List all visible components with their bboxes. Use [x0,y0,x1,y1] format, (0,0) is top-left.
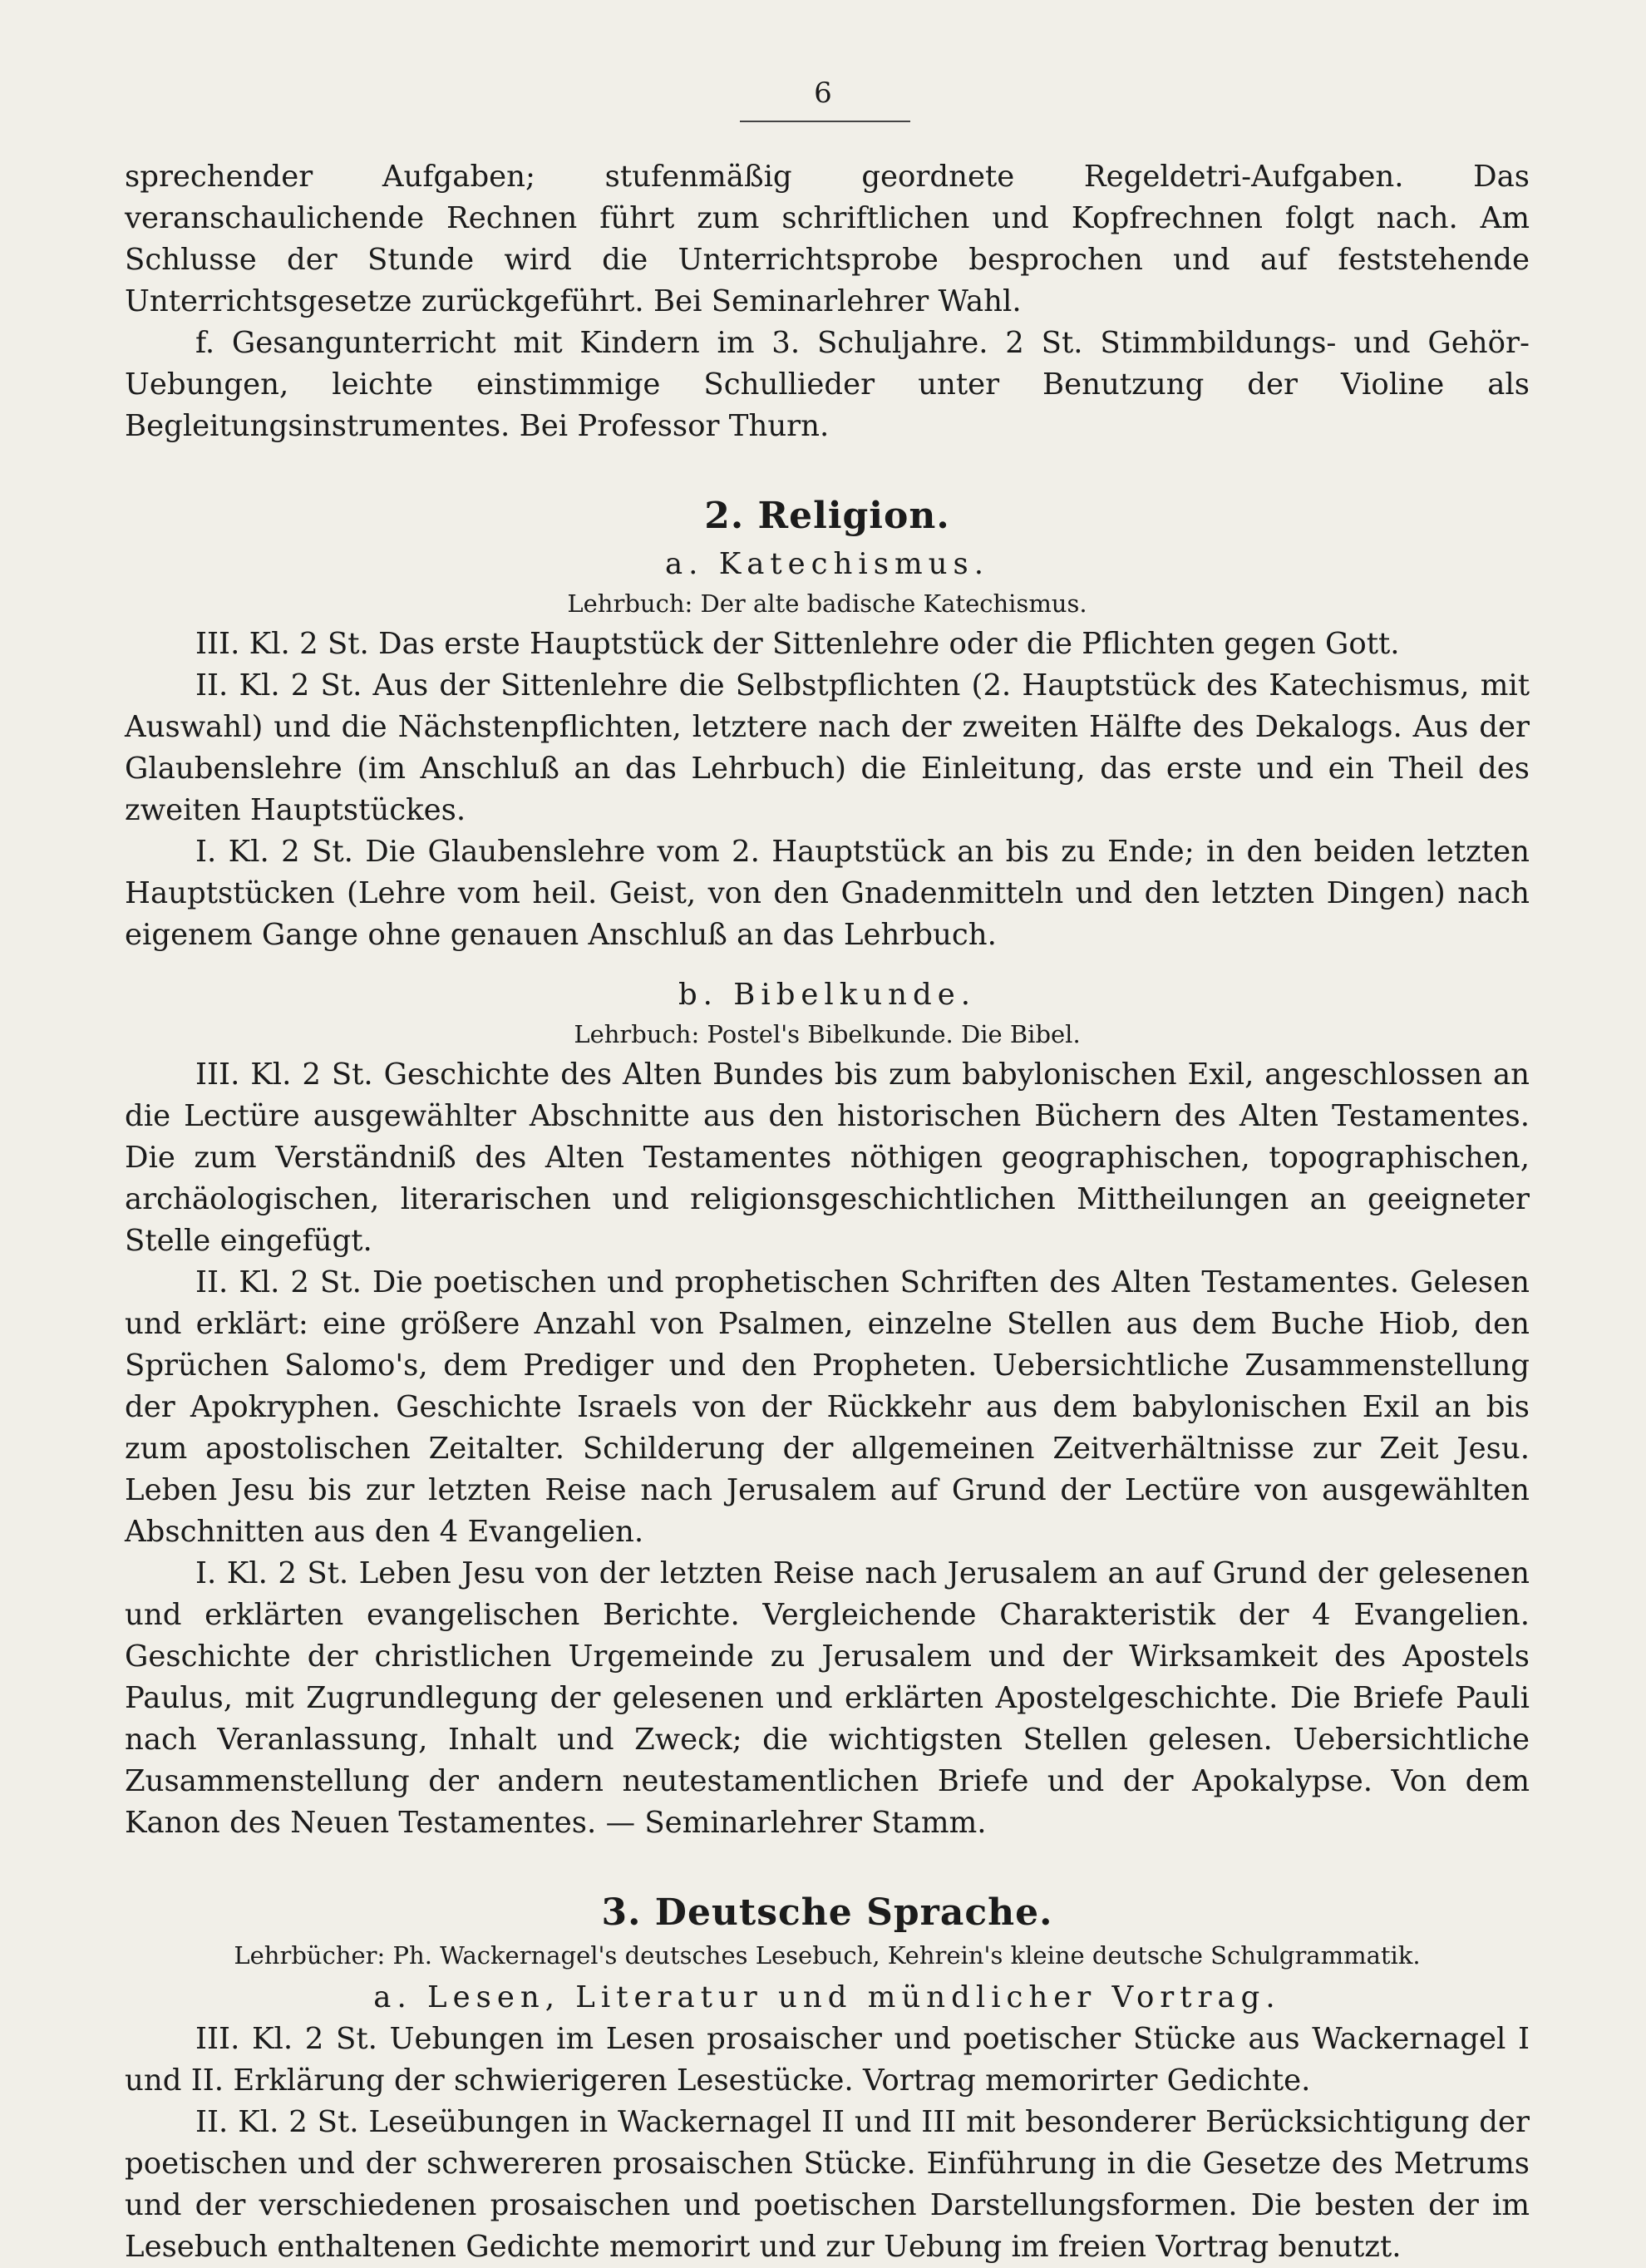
katechismus-heading: a. Katechismus. [664,547,990,581]
lesen-heading: a. Lesen, Literatur und mündlicher Vortrag. [373,1980,1281,2014]
page-body [125,156,1530,2268]
deutsch-heading: 3. Deutsche Sprache. [601,1891,1053,1934]
religion-heading: 2. Religion. [704,495,950,537]
bibelkunde-textbook: Lehrbuch: Postel's Bibelkunde. Die Bibel. [574,1020,1081,1048]
bibelkunde-class-1: I. Kl. 2 St. Leben Jesu von der letzten Reise nach Jerusalem an auf Grund der gelesenen und erklärten evangelischen Berichte. Vergleichende Charakteristik der 4 Evangelien. Geschichte der christlichen Urgemeinde zu Jerusalem und der Wirksamkeit des Apostels Paulus, mit Zugrundlegung der gelesenen und erklärten Apostelgeschichte. Die Briefe Pauli nach Veranlassung, Inhalt und Zweck; die wichtigsten Stellen gelesen. Uebersichtliche Zusammenstellung der andern neutestamentlichen Briefe und der Apokalypse. Von dem Kanon des Neuen Testamentes. — Seminarlehrer Stamm. [125,1556,1530,1840]
deutsch-textbooks: Lehrbücher: Ph. Wackernagel's deutsches Lesebuch, Kehrein's kleine deutsche Schulgrammatik. [234,1941,1421,1970]
bibelkunde-class-2: II. Kl. 2 St. Die poetischen und prophetischen Schriften des Alten Testamentes. Gelesen und erklärt: eine größere Anzahl von Psalmen, einzelne Stellen aus dem Buche Hiob, den Sprüchen Salomo's, dem Prediger und den Propheten. Uebersichtliche Zusammenstellung der Apokryphen. Geschichte Israels von der Rückkehr aus dem babylonischen Exil an bis zum apostolischen Zeitalter. Schilderung der allgemeinen Zeitverhältnisse zur Zeit Jesu. Leben Jesu bis zur letzten Reise nach Jerusalem auf Grund der Lectüre von ausgewählten Abschnitten aus den 4 Evangelien. [125,1265,1530,1549]
katechismus-class-2: II. Kl. 2 St. Aus der Sittenlehre die Selbstpflichten (2. Hauptstück des Katechismus, mit Auswahl) und die Nächstenpflichten, letztere nach der zweiten Hälfte des Dekalogs. Aus der Glaubenslehre (im Anschluß an das Lehrbuch) die Einleitung, das erste und ein Theil des zweiten Hauptstückes. [125,668,1530,827]
bibelkunde-heading: b. Bibelkunde. [678,978,977,1012]
katechismus-textbook: Lehrbuch: Der alte badische Katechismus. [567,589,1087,618]
katechismus-class-1: I. Kl. 2 St. Die Glaubenslehre vom 2. Hauptstück an bis zu Ende; in den beiden letzten Hauptstücken (Lehre vom heil. Geist, von den Gnadenmitteln und den letzten Dingen) nach eigenem Gange ohne genauen Anschluß an das Lehrbuch. [125,835,1530,952]
bibelkunde-class-3: III. Kl. 2 St. Geschichte des Alten Bundes bis zum babylonischen Exil, angeschlossen an die Lectüre ausgewählter Abschnitte aus den historischen Büchern des Alten Testamentes. Die zum Verständniß des Alten Testamentes nöthigen geographischen, topographischen, archäologischen, literarischen und religionsgeschichtlichen Mittheilungen an geeigneter Stelle eingefügt. [125,1058,1530,1258]
lesen-class-3: III. Kl. 2 St. Uebungen im Lesen prosaischer und poetischer Stücke aus Wackernagel I und II. Erklärung der schwierigeren Lesestücke. Vortrag memorirter Gedichte. [125,2022,1530,2098]
katechismus-class-3: III. Kl. 2 St. Das erste Hauptstück der Sittenlehre oder die Pflichten gegen Gott. [195,627,1400,661]
gesang-paragraph: f. Gesangunterricht mit Kindern im 3. Schuljahre. 2 St. Stimmbildungs- und Gehör-Uebungen, leichte einstimmige Schullieder unter Benutzung der Violine als Begleitungsinstrumentes. Bei Professor Thurn. [125,326,1530,443]
intro-paragraph: sprechender Aufgaben; stufenmäßig geordnete Regeldetri-Aufgaben. Das veranschaulichende Rechnen führt zum schriftlichen und Kopfrechnen folgt nach. Am Schlusse der Stunde wird die Unterrichtsprobe besprochen und auf feststehende Unterrichtsgesetze zurückgeführt. Bei Seminarlehrer Wahl. [125,160,1530,318]
lesen-class-2: II. Kl. 2 St. Leseübungen in Wackernagel II und III mit besonderer Berücksichtigung der poetischen und der schwereren prosaischen Stücke. Einführung in die Gesetze des Metrums und der verschiedenen prosaischen und poetischen Darstellungsformen. Die besten der im Lesebuch enthaltenen Gedichte memorirt und zur Uebung im freien Vortrag benutzt. [125,2105,1530,2264]
page-number: 6 [814,76,832,110]
header-rule [740,121,910,122]
